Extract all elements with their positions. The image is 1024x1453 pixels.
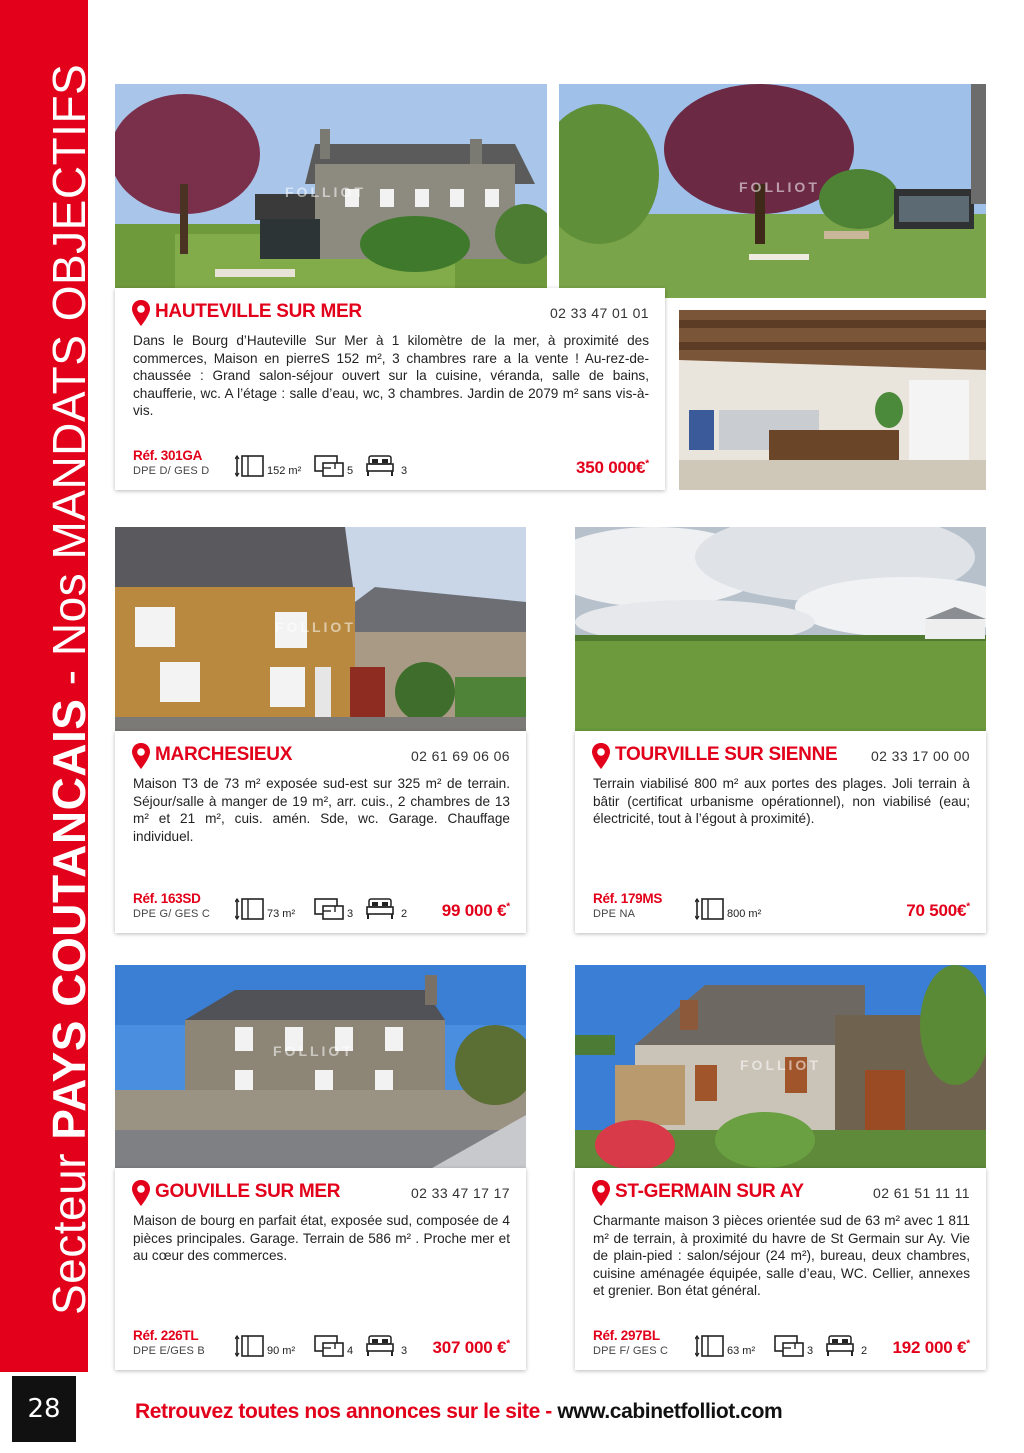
feature-surface-value: 73 m² bbox=[267, 908, 296, 920]
listing-header bbox=[131, 743, 510, 769]
listing-price-value: 307 000 € bbox=[432, 1338, 507, 1357]
listing-card-marchesieux[interactable] bbox=[115, 731, 526, 933]
listing-price-value: 70 500€ bbox=[906, 901, 967, 920]
listing-price bbox=[906, 901, 970, 921]
surface-icon bbox=[235, 897, 265, 921]
feature-surface-value: 152 m² bbox=[267, 465, 302, 477]
listing-ref: Réf. 226TL bbox=[133, 1328, 199, 1343]
feature-bedrooms-value: 2 bbox=[401, 908, 408, 920]
feature-rooms bbox=[773, 1334, 813, 1358]
rooms-icon bbox=[773, 1334, 805, 1358]
feature-bedrooms-value: 3 bbox=[401, 465, 408, 477]
listing-ref: Réf. 297BL bbox=[593, 1328, 660, 1343]
price-mark: * bbox=[506, 901, 510, 913]
watermark: FOLLIOT bbox=[740, 1057, 821, 1073]
bed-icon bbox=[365, 454, 395, 478]
listing-price bbox=[892, 1338, 970, 1358]
surface-icon bbox=[235, 454, 265, 478]
listing-ref: Réf. 163SD bbox=[133, 891, 201, 906]
listing-card-hauteville[interactable] bbox=[115, 288, 665, 490]
listing-photo-st-germain bbox=[575, 965, 986, 1172]
listing-description: Maison T3 de 73 m² exposée sud-est sur 325 m² de terrain. Séjour/salle à manger de 19 m², arr. cuis., 2 chambres de 13 m² et 21 m², cuis. amén. Sde, wc. Garage. Chauffage individuel. bbox=[133, 776, 510, 844]
feature-surface bbox=[235, 1334, 295, 1358]
listing-description: Maison de bourg en parfait état, exposée sud, composée de 4 pièces principales. Garage. Terrain de 586 m² . Proche mer et au cœur des commerces. bbox=[133, 1213, 510, 1263]
feature-rooms-value: 3 bbox=[807, 1345, 814, 1357]
feature-bedrooms bbox=[365, 897, 407, 921]
watermark: FOLLIOT bbox=[285, 184, 366, 200]
location-pin-icon bbox=[131, 743, 151, 769]
listing-price-value: 99 000 € bbox=[441, 901, 507, 920]
watermark: FOLLIOT bbox=[739, 179, 820, 195]
listing-phone[interactable]: 02 33 47 01 01 bbox=[549, 305, 649, 321]
listing-phone[interactable]: 02 33 47 17 17 bbox=[410, 1185, 510, 1201]
listing-city: ST-GERMAIN SUR AY bbox=[615, 1181, 804, 1202]
sidebar-section: Nos MANDATS OBJECTIFS bbox=[43, 63, 95, 657]
price-mark: * bbox=[645, 458, 649, 470]
feature-surface bbox=[695, 897, 761, 921]
rooms-icon bbox=[313, 1334, 345, 1358]
listing-dpe: DPE F/ GES C bbox=[593, 1345, 669, 1357]
bed-icon bbox=[825, 1334, 855, 1358]
bed-icon bbox=[365, 1334, 395, 1358]
listing-description: Charmante maison 3 pièces orientée sud de 63 m² avec 1 811 m² de terrain, à proximité du havre de St Germain sur Ay. Vie de plain-pied : salon/séjour (24 m²), bureau, deux chambres, cuisine aménagée équipée, salle d’eau, WC. Cellier, annexes et grenier. Bon état général. bbox=[593, 1213, 970, 1298]
rooms-icon bbox=[313, 897, 345, 921]
listing-photo-hauteville-house bbox=[115, 84, 547, 294]
listing-header bbox=[131, 1180, 510, 1206]
feature-rooms bbox=[313, 454, 353, 478]
listing-photo-tourville bbox=[575, 527, 986, 734]
location-pin-icon bbox=[131, 300, 151, 326]
feature-rooms-value: 5 bbox=[347, 465, 354, 477]
sidebar-separator: - bbox=[43, 669, 95, 686]
listing-description: Dans le Bourg d’Hauteville Sur Mer à 1 kilomètre de la mer, à proximité des commerces, Maison en pierreS 152 m², 3 chambres rare a la vente ! Au-rez-de-chaussée : Grand salon-séjour ouvert sur la cuisine, véranda, salle de bains, chaufferie, wc. A l’étage : salle d’eau, wc, 3 chambres. Jardin de 2079 m² sans vis-à-vis. bbox=[133, 333, 649, 418]
listing-photo-hauteville-kitchen bbox=[679, 310, 986, 490]
feature-rooms bbox=[313, 1334, 353, 1358]
surface-icon bbox=[235, 1334, 265, 1358]
price-mark: * bbox=[506, 1338, 510, 1350]
surface-icon bbox=[695, 1334, 725, 1358]
listing-ref: Réf. 179MS bbox=[593, 891, 663, 906]
listing-price bbox=[442, 901, 510, 921]
listing-price-value: 192 000 € bbox=[892, 1338, 967, 1357]
listing-card-tourville[interactable] bbox=[575, 731, 986, 933]
feature-bedrooms bbox=[365, 1334, 407, 1358]
watermark: FOLLIOT bbox=[273, 1043, 354, 1059]
bed-icon bbox=[365, 897, 395, 921]
listing-ref: Réf. 301GA bbox=[133, 448, 203, 463]
feature-bedrooms bbox=[365, 454, 407, 478]
listing-card-st-germain[interactable] bbox=[575, 1168, 986, 1370]
listing-price-value: 350 000€ bbox=[575, 458, 646, 477]
feature-bedrooms bbox=[825, 1334, 867, 1358]
feature-rooms bbox=[313, 897, 353, 921]
listing-city: GOUVILLE SUR MER bbox=[155, 1181, 341, 1202]
feature-rooms-value: 4 bbox=[347, 1345, 354, 1357]
feature-bedrooms-value: 3 bbox=[401, 1345, 408, 1357]
listing-dpe: DPE D/ GES D bbox=[133, 465, 210, 477]
footer bbox=[135, 1400, 782, 1424]
listing-city: HAUTEVILLE SUR MER bbox=[155, 301, 362, 322]
listing-dpe: DPE E/GES B bbox=[133, 1345, 205, 1357]
location-pin-icon bbox=[591, 1180, 611, 1206]
sidebar-region: PAYS COUTANCAIS bbox=[43, 698, 95, 1140]
listing-photo-hauteville-garden bbox=[559, 84, 986, 298]
feature-rooms-value: 3 bbox=[347, 908, 354, 920]
page-number: 28 bbox=[12, 1376, 76, 1442]
listing-photo-marchesieux bbox=[115, 527, 526, 734]
feature-bedrooms-value: 2 bbox=[861, 1345, 868, 1357]
listing-dpe: DPE NA bbox=[593, 908, 636, 920]
location-pin-icon bbox=[131, 1180, 151, 1206]
rooms-icon bbox=[313, 454, 345, 478]
listing-header bbox=[591, 1180, 970, 1206]
price-mark: * bbox=[966, 901, 970, 913]
listing-header bbox=[591, 743, 970, 769]
footer-text: Retrouvez toutes nos annonces sur le site - bbox=[135, 1400, 552, 1423]
listing-header bbox=[131, 300, 649, 326]
location-pin-icon bbox=[591, 743, 611, 769]
sidebar-secteur: Secteur bbox=[43, 1152, 95, 1315]
feature-surface-value: 63 m² bbox=[727, 1345, 756, 1357]
feature-surface-value: 800 m² bbox=[727, 908, 762, 920]
price-mark: * bbox=[966, 1338, 970, 1350]
listing-phone[interactable]: 02 61 51 11 11 bbox=[873, 1185, 970, 1201]
feature-surface bbox=[695, 1334, 755, 1358]
listing-card-gouville[interactable] bbox=[115, 1168, 526, 1370]
feature-surface bbox=[235, 897, 295, 921]
listing-description: Terrain viabilisé 800 m² aux portes des plages. Joli terrain à bâtir (certificat urbanisme opérationnel), non viabilisé (eau; électricité, tout à l’égout à proximité). bbox=[593, 776, 970, 826]
listing-price bbox=[432, 1338, 510, 1358]
listing-price bbox=[576, 458, 649, 478]
listing-city: TOURVILLE SUR SIENNE bbox=[615, 744, 838, 765]
footer-url-link[interactable]: www.cabinetfolliot.com bbox=[557, 1400, 783, 1423]
listing-city: MARCHESIEUX bbox=[155, 744, 293, 765]
sidebar-band bbox=[0, 0, 95, 1372]
listing-phone[interactable]: 02 61 69 06 06 bbox=[410, 748, 510, 764]
listing-phone[interactable]: 02 33 17 00 00 bbox=[870, 748, 970, 764]
feature-surface bbox=[235, 454, 301, 478]
sidebar-title bbox=[44, 64, 94, 1315]
feature-surface-value: 90 m² bbox=[267, 1345, 296, 1357]
listing-photo-gouville bbox=[115, 965, 526, 1172]
listing-dpe: DPE G/ GES C bbox=[133, 908, 210, 920]
surface-icon bbox=[695, 897, 725, 921]
watermark: FOLLIOT bbox=[275, 619, 356, 635]
